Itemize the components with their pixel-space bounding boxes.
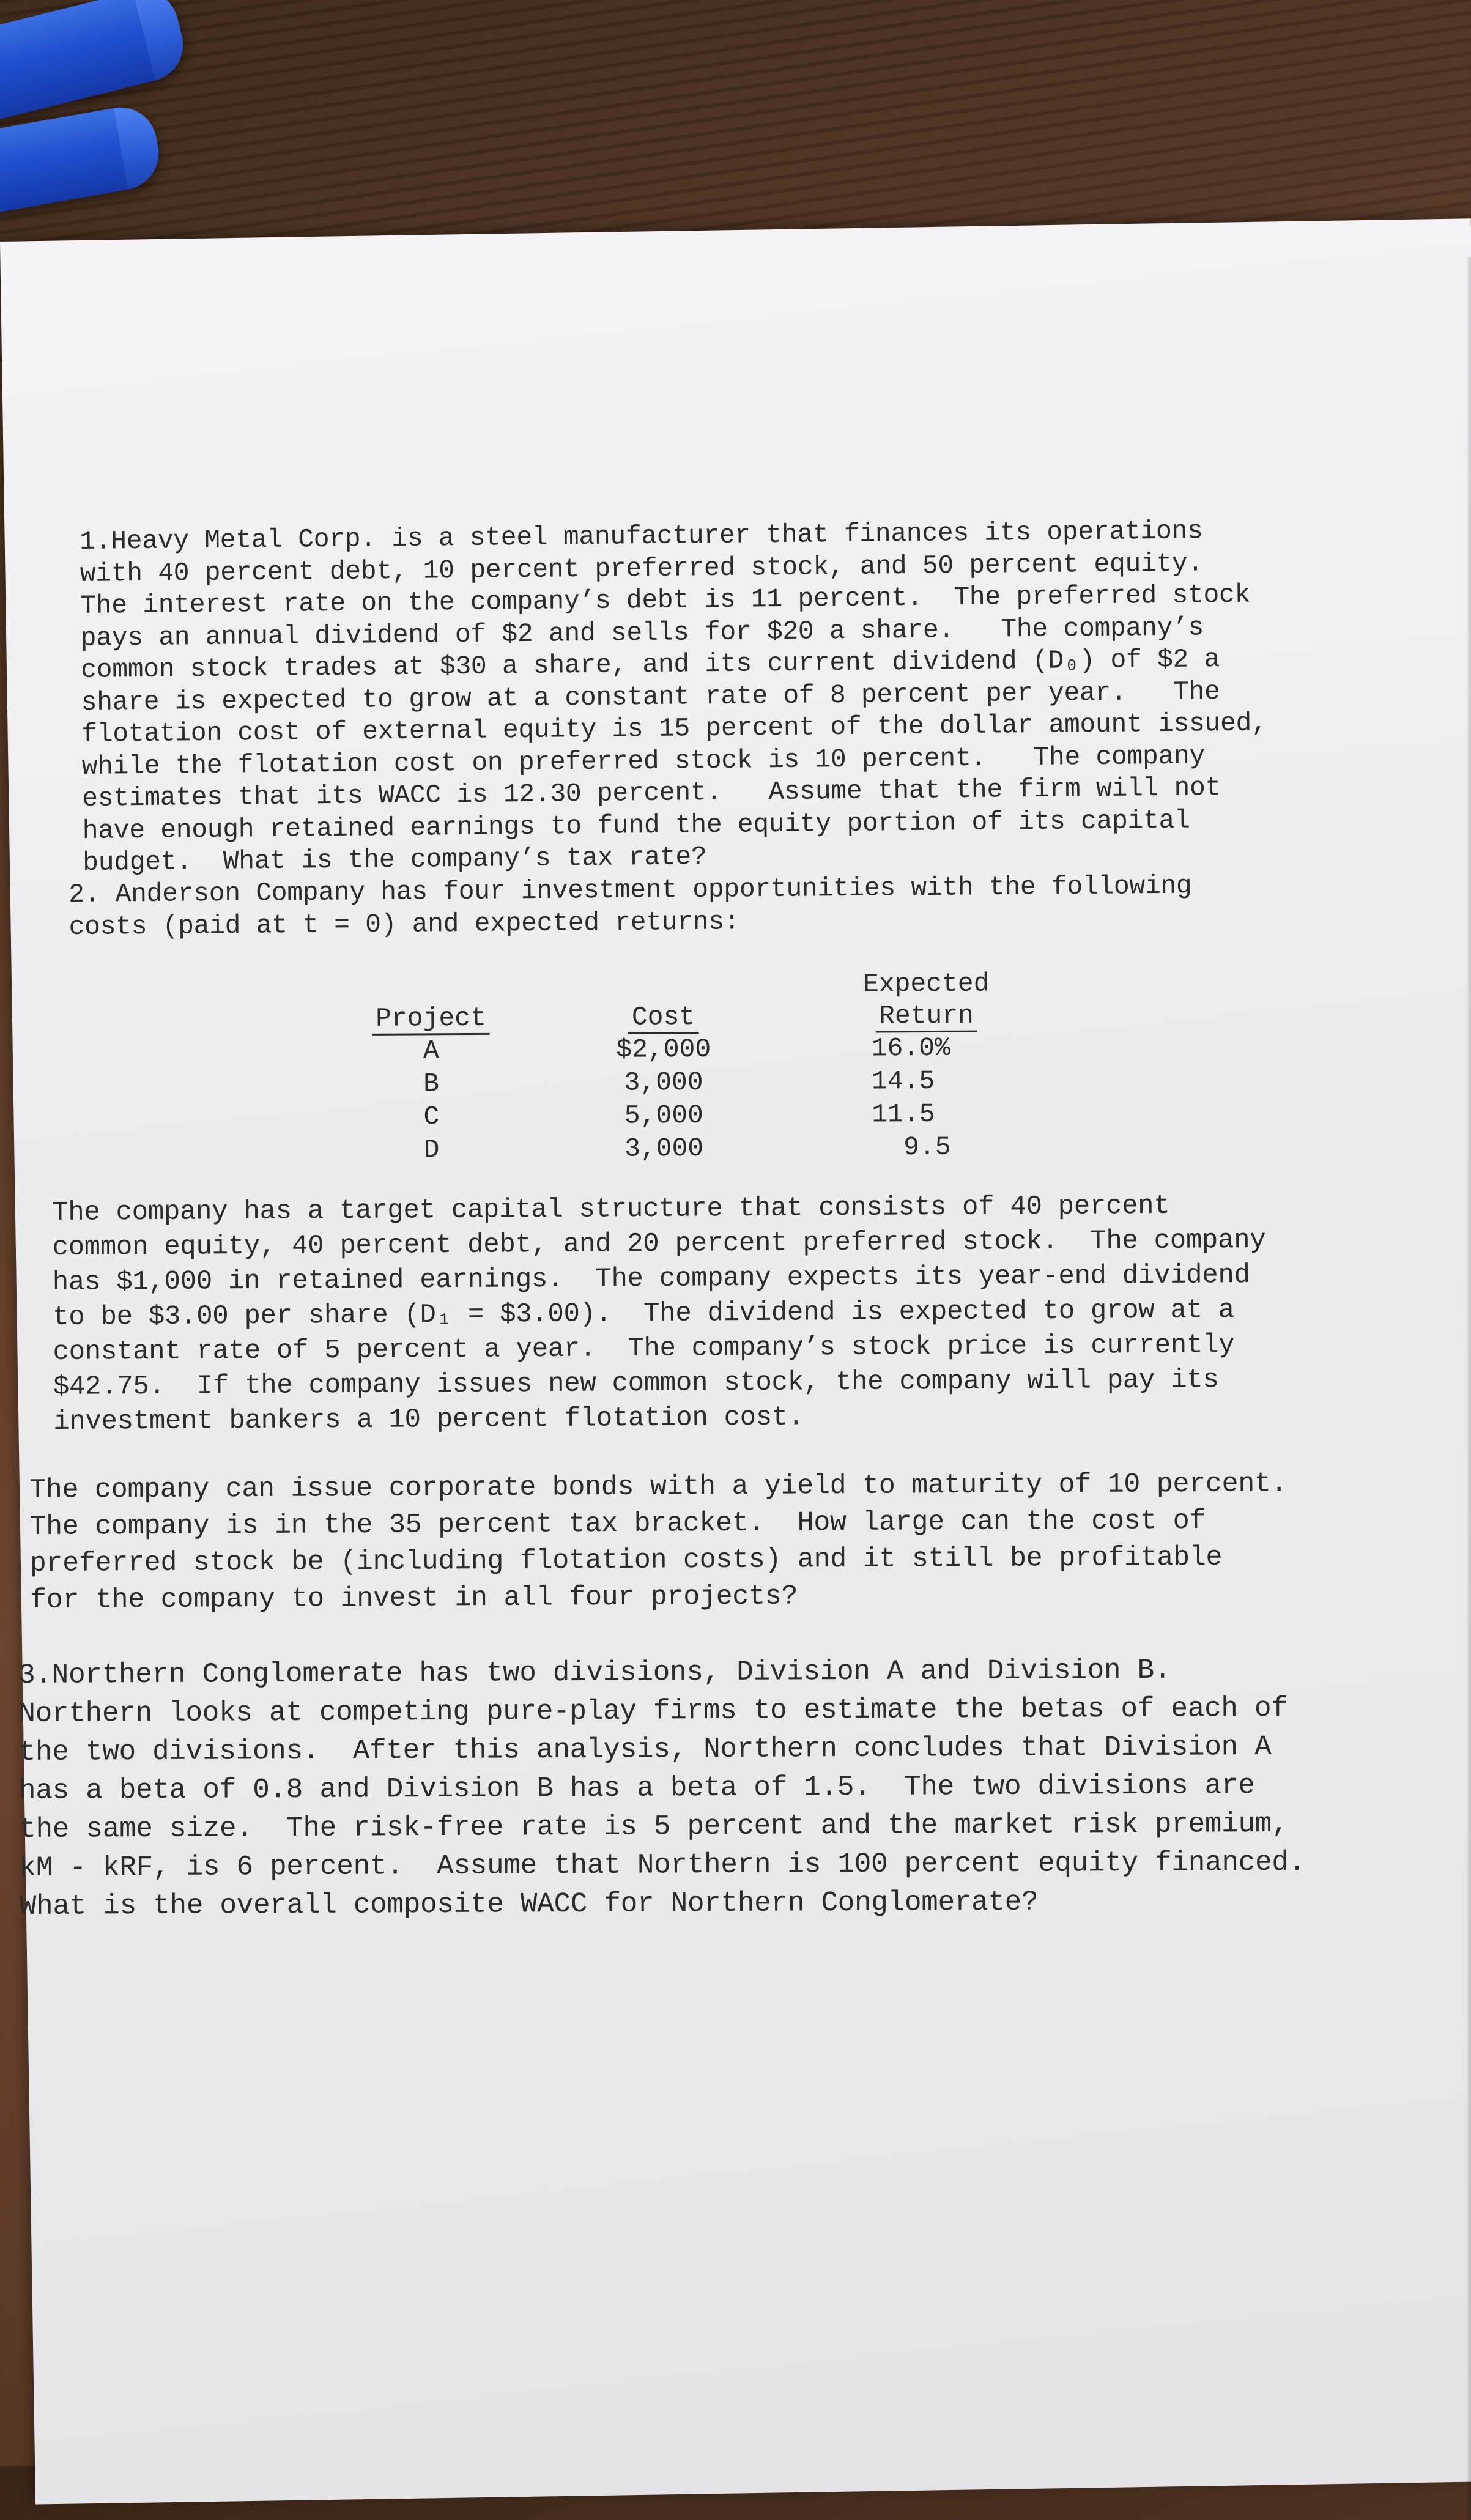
- text-line: budget. What is the company’s tax rate?: [83, 842, 707, 878]
- cell-return: 11.5: [872, 1099, 935, 1130]
- problem-1-text: [80, 514, 1269, 879]
- text-line: the two divisions. After this analysis, Northern concludes that Division A: [18, 1731, 1272, 1768]
- column-cost: [608, 969, 719, 1166]
- text-line: costs (paid at t = 0) and expected returns:: [69, 906, 740, 942]
- text-line: The company can issue corporate bonds with a yield to maturity of 10 percent.: [29, 1468, 1288, 1506]
- text-line: for the company to invest in all four projects?: [29, 1581, 798, 1616]
- cell-cost: $2,000: [616, 1034, 711, 1065]
- text-line: pays an annual dividend of $2 and sells for $20 a share. The company’s: [80, 612, 1204, 653]
- text-line: constant rate of 5 percent a year. The company’s stock price is currently: [53, 1330, 1235, 1368]
- text-line: has a beta of 0.8 and Division B has a beta of 1.5. The two divisions are: [18, 1770, 1255, 1807]
- text-line: What is the overall composite WACC for Northern Conglomerate?: [19, 1886, 1039, 1922]
- cell-return: 9.5: [872, 1132, 951, 1163]
- problem-2-intro: [69, 870, 1192, 943]
- text-line: has $1,000 in retained earnings. The company expects its year-end dividend: [52, 1260, 1250, 1298]
- text-line: share is expected to grow at a constant rate of 8 percent per year. The: [81, 676, 1220, 717]
- text-line: common stock trades at $30 a share, and its current dividend (D₀) of $2 a: [81, 644, 1220, 685]
- text-line: have enough retained earnings to fund the equity portion of its capital: [82, 805, 1190, 846]
- text-line: 2. Anderson Company has four investment opportunities with the following: [69, 870, 1192, 910]
- text-line: investment bankers a 10 percent flotation cost.: [53, 1402, 804, 1437]
- text-line: The company has a target capital structure that consists of 40 percent: [52, 1190, 1170, 1228]
- spacer: [369, 971, 492, 1003]
- column-project: [369, 971, 493, 1167]
- problem-3-text: [18, 1651, 1305, 1926]
- text-line: while the flotation cost on preferred stock is 10 percent. The company: [81, 740, 1206, 782]
- text-line: with 40 percent debt, 10 percent preferred stock, and 50 percent equity.: [80, 547, 1204, 589]
- cell-project: B: [423, 1069, 440, 1099]
- text-line: 1.Heavy Metal Corp. is a steel manufacturer that finances its operations: [80, 516, 1203, 557]
- header-return: Return: [875, 1001, 977, 1033]
- cell-cost: 3,000: [624, 1067, 703, 1098]
- cell-project: A: [423, 1036, 439, 1066]
- cell-cost: 3,000: [624, 1133, 704, 1164]
- cell-return: 16.0%: [871, 1032, 950, 1064]
- cell-project: C: [423, 1102, 440, 1132]
- text-line: to be $3.00 per share (D₁ = $3.00). The dividend is expected to grow at a: [53, 1295, 1235, 1333]
- header-cost: Cost: [628, 1002, 698, 1034]
- text-line: preferred stock be (including flotation costs) and it still be profitable: [29, 1541, 1223, 1579]
- text-line: $42.75. If the company issues new common stock, the company will pay its: [53, 1365, 1219, 1403]
- cell-return: 14.5: [871, 1066, 935, 1097]
- text-line: estimates that its WACC is 12.30 percent. Assume that the firm will not: [82, 773, 1221, 813]
- text-line: common equity, 40 percent debt, and 20 percent preferred stock. The company: [52, 1225, 1266, 1263]
- header-expected: Expected: [862, 968, 990, 999]
- spacer: [608, 969, 718, 1002]
- text-line: The company is in the 35 percent tax bracket. How large can the cost of: [29, 1505, 1206, 1543]
- paper-edge-shadow: [1466, 257, 1471, 2520]
- cell-project: D: [423, 1135, 440, 1165]
- problem-2-paragraph-1: [52, 1188, 1267, 1440]
- projects-table: [366, 968, 1040, 1179]
- problem-2-paragraph-2: [29, 1466, 1288, 1619]
- text-line: kM - kRF, is 6 percent. Assume that Northern is 100 percent equity financed.: [19, 1846, 1306, 1884]
- column-expected-return: [853, 968, 1001, 1164]
- text-line: The interest rate on the company’s debt is 11 percent. The preferred stock: [80, 579, 1251, 621]
- text-line: Northern looks at competing pure-play firms to estimate the betas of each of: [18, 1692, 1288, 1730]
- desk-surface: [0, 0, 1471, 257]
- cell-cost: 5,000: [624, 1100, 704, 1131]
- header-project: Project: [372, 1004, 490, 1036]
- text-line: flotation cost of external equity is 15 percent of the dollar amount issued,: [81, 708, 1267, 749]
- text-line: the same size. The risk-free rate is 5 percent and the market risk premium,: [19, 1807, 1289, 1845]
- text-line: 3.Northern Conglomerate has two divisions, Division A and Division B.: [18, 1654, 1171, 1691]
